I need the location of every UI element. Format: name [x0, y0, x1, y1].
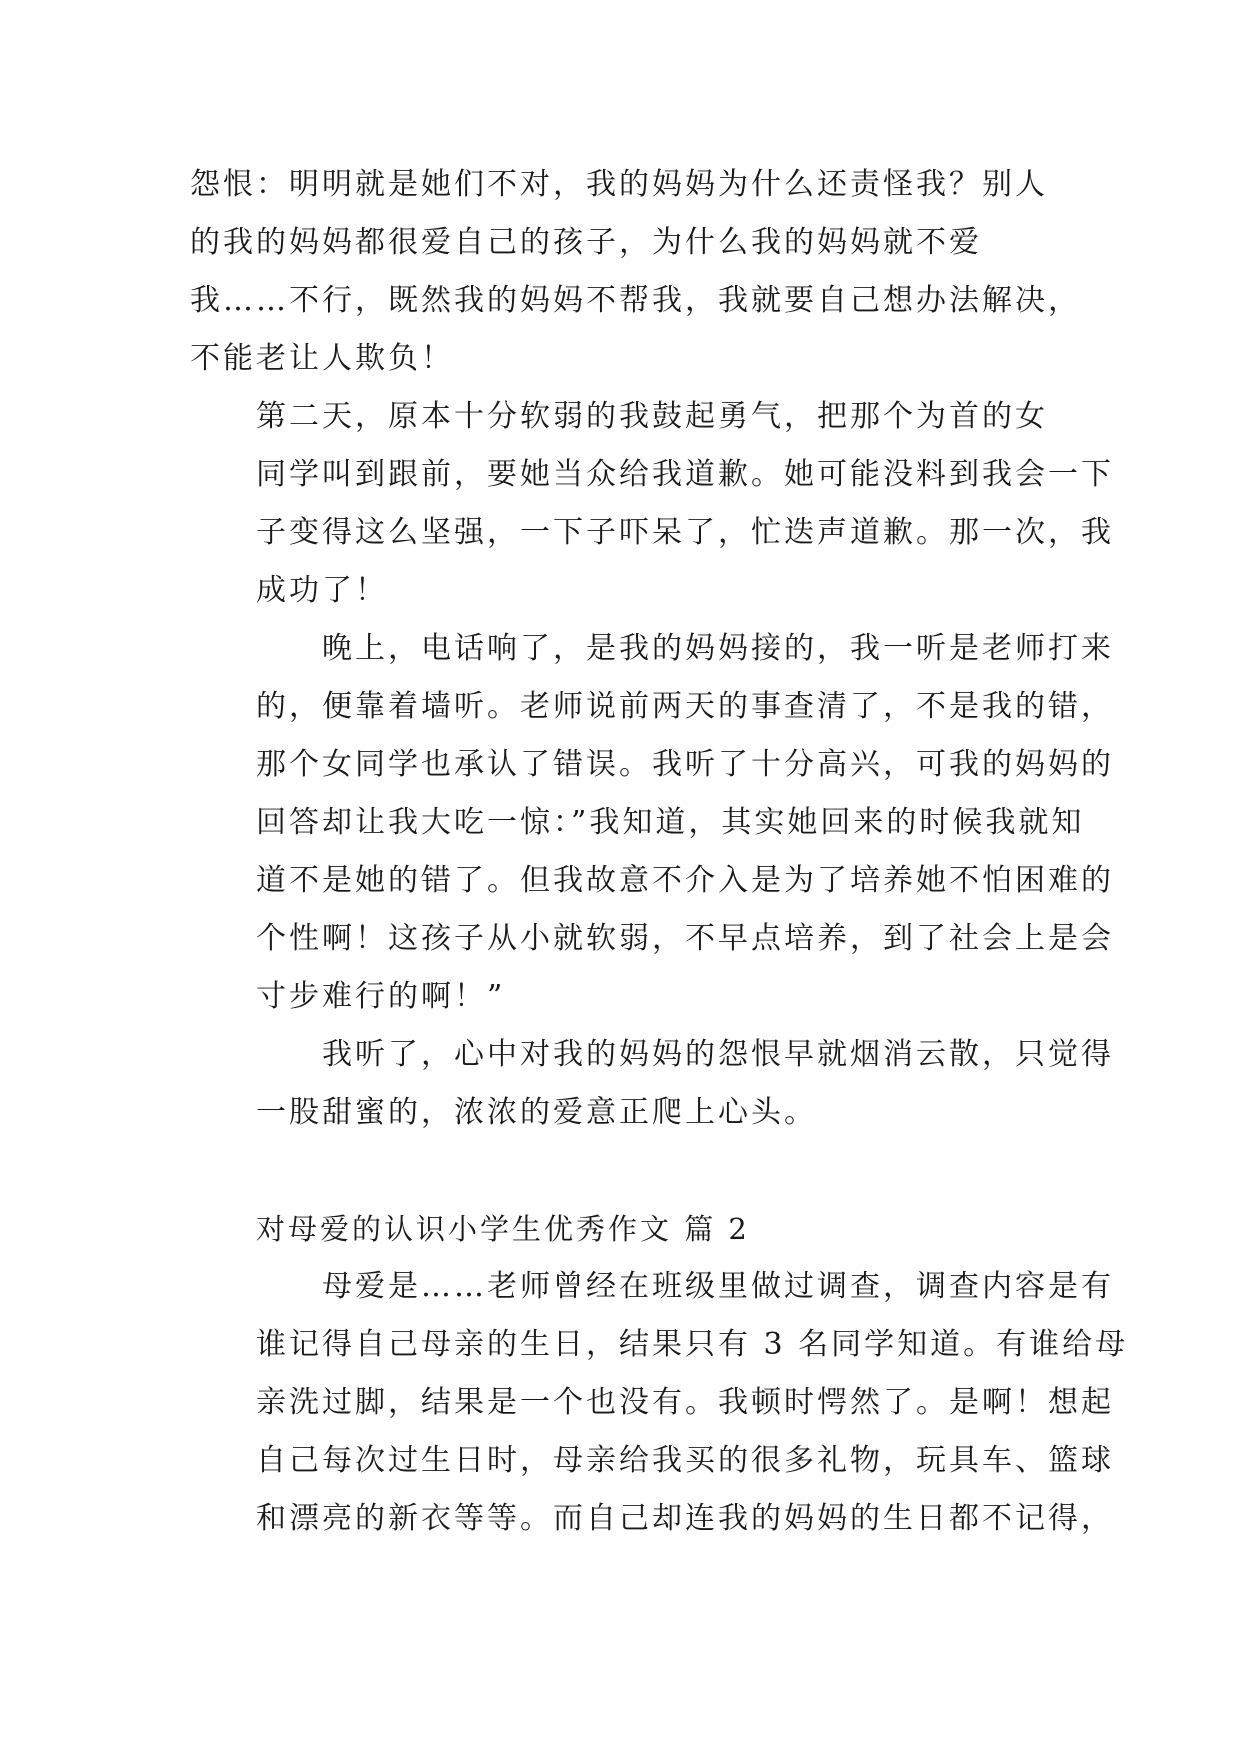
paragraph-4: [190, 1026, 1114, 1142]
text-line: 谁记得自己母亲的生日，结果只有 3 名同学知道。有谁给母: [256, 1327, 1129, 1362]
paragraph-1: [190, 156, 1081, 388]
text-line: 那个女同学也承认了错误。我听了十分高兴，可我的妈妈的: [256, 747, 1114, 782]
text-line: 的，便靠着墙听。老师说前两天的事查清了，不是我的错，: [256, 689, 1114, 724]
text-line: 回答却让我大吃一惊：”我知道，其实她回来的时候我就知: [256, 805, 1085, 840]
text-line: 道不是她的错了。但我故意不介入是为了培养她不怕困难的: [256, 863, 1114, 898]
text-line: 个性啊！这孩子从小就软弱，不早点培养，到了社会上是会: [256, 921, 1114, 956]
essay-body: [190, 156, 1129, 1548]
text-line: 不能老让人欺负！: [190, 341, 454, 376]
paragraph-2: [190, 388, 1114, 620]
text-line: 一股甜蜜的，浓浓的爱意正爬上心头。: [256, 1095, 817, 1130]
text-line: 我听了，心中对我的妈妈的怨恨早就烟消云散，只觉得: [322, 1037, 1114, 1072]
text-line: 子变得这么坚强，一下子吓呆了，忙迭声道歉。那一次，我: [256, 515, 1114, 550]
paragraph-5: [190, 1258, 1129, 1548]
text-line: 自己每次过生日时，母亲给我买的很多礼物，玩具车、篮球: [256, 1443, 1114, 1478]
text-line: 的我的妈妈都很爱自己的孩子，为什么我的妈妈就不爱: [190, 225, 982, 260]
text-line: 亲洗过脚，结果是一个也没有。我顿时愕然了。是啊！想起: [256, 1385, 1114, 1420]
section-spacer: [190, 1142, 1050, 1200]
text-line: 怨恨：明明就是她们不对，我的妈妈为什么还责怪我？别人: [190, 167, 1048, 202]
text-line: 我……不行，既然我的妈妈不帮我，我就要自己想办法解决，: [190, 283, 1081, 318]
text-line: 成功了！: [256, 573, 388, 608]
text-line: 寸步难行的啊！”: [256, 979, 506, 1014]
text-line: 第二天，原本十分软弱的我鼓起勇气，把那个为首的女: [256, 399, 1048, 434]
section-heading: 对母爱的认识小学生优秀作文 篇 2: [256, 1212, 750, 1246]
text-line: 母爱是……老师曾经在班级里做过调查，调查内容是有: [322, 1269, 1114, 1304]
text-line: 晚上，电话响了，是我的妈妈接的，我一听是老师打来: [322, 631, 1114, 666]
text-line: 同学叫到跟前，要她当众给我道歉。她可能没料到我会一下: [256, 457, 1114, 492]
text-line: 和漂亮的新衣等等。而自己却连我的妈妈的生日都不记得，: [256, 1501, 1114, 1536]
paragraph-3: [190, 620, 1114, 1026]
